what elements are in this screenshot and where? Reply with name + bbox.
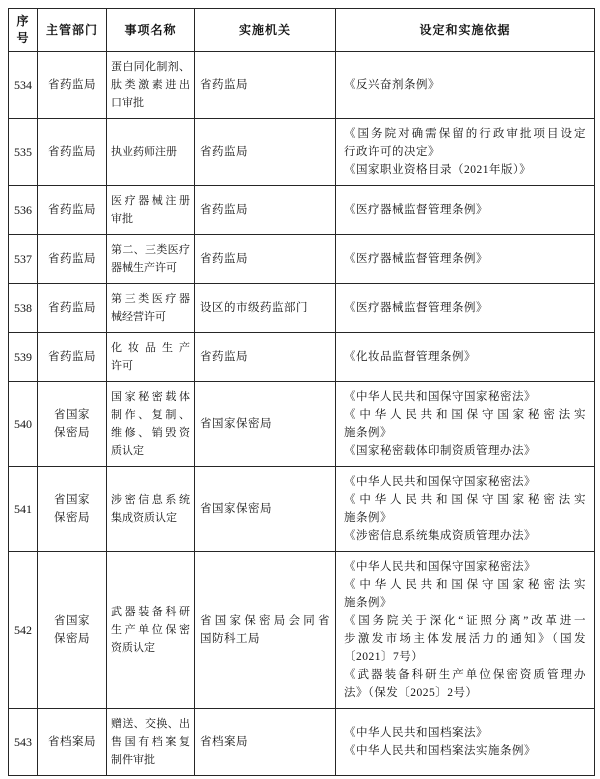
- cell-legal-basis: [336, 709, 595, 776]
- cell-serial-number: 543: [9, 709, 38, 776]
- agency-text-line: 设区的市级药监部门: [200, 302, 308, 314]
- cell-item-name: [107, 235, 195, 284]
- table-row: [9, 709, 595, 776]
- item-name-text-line: 赠送、交换、出: [111, 718, 190, 730]
- col-header-label: 设定和实施依据: [419, 22, 511, 37]
- cell-department: [38, 467, 107, 552]
- item-name-text-line: 质认定: [111, 445, 144, 457]
- department-text-line: 省药监局: [48, 302, 96, 314]
- col-header-label: 号: [16, 31, 30, 45]
- cell-department: [38, 552, 107, 709]
- col-header-agency: [195, 9, 336, 52]
- cell-implementing-agency: [195, 284, 336, 333]
- item-name-text-line: 武器装备科研: [111, 606, 190, 618]
- legal-basis-text-line: 《中华人民共和国保守国家秘密法》: [344, 561, 536, 573]
- col-header-label: 序: [16, 14, 30, 28]
- col-header-no: [9, 9, 38, 52]
- cell-legal-basis: [336, 382, 595, 467]
- legal-basis-entry: [344, 442, 586, 460]
- table-row: [9, 467, 595, 552]
- legal-basis-text-line: 〔2021〕7号）: [344, 651, 424, 663]
- col-header-label: 主管部门: [45, 22, 98, 37]
- legal-basis-entry: [344, 201, 586, 219]
- item-name-text-line: 第二、三类医疗: [111, 244, 190, 256]
- cell-implementing-agency: [195, 119, 336, 186]
- item-name-text-line: 售国有档案复: [111, 736, 190, 748]
- agency-text-line: 省档案局: [200, 736, 248, 748]
- table-row: [9, 382, 595, 467]
- legal-basis-entry: [344, 724, 586, 742]
- cell-legal-basis: [336, 52, 595, 119]
- cell-legal-basis: [336, 186, 595, 235]
- legal-basis-text-line: 行政许可的决定》: [344, 146, 440, 158]
- cell-item-name: [107, 333, 195, 382]
- department-text-line: 省国家: [54, 615, 90, 627]
- legal-basis-text-line: 《中华人民共和国保守国家秘密法》: [344, 391, 536, 403]
- item-name-text-line: 制作、复制、: [111, 409, 190, 421]
- cell-department: [38, 382, 107, 467]
- cell-serial-number: 540: [9, 382, 38, 467]
- approval-items-table: [8, 8, 595, 776]
- legal-basis-entry: [344, 558, 586, 576]
- cell-serial-number: 537: [9, 235, 38, 284]
- item-name-text-line: 国家秘密载体: [111, 391, 190, 403]
- cell-department: [38, 235, 107, 284]
- item-name-text-line: 医疗器械注册: [111, 195, 190, 207]
- cell-serial-number: 535: [9, 119, 38, 186]
- legal-basis-entry: [344, 388, 586, 406]
- department-text-line: 保密局: [54, 512, 90, 524]
- department-text-line: 省药监局: [48, 351, 96, 363]
- table-row: [9, 333, 595, 382]
- cell-item-name: [107, 284, 195, 333]
- legal-basis-text-line: 《反兴奋剂条例》: [344, 79, 440, 91]
- cell-department: [38, 52, 107, 119]
- cell-item-name: [107, 52, 195, 119]
- legal-basis-entry: [344, 473, 586, 491]
- cell-item-name: [107, 552, 195, 709]
- item-name-text-line: 许可: [111, 360, 133, 372]
- agency-text-line: 省国家保密局: [200, 418, 272, 430]
- item-name-text-line: 集成资质认定: [111, 512, 177, 524]
- table-row: [9, 52, 595, 119]
- agency-text-line: 省药监局: [200, 204, 248, 216]
- col-header-item: [107, 9, 195, 52]
- agency-text-line: 省国家保密局: [200, 503, 272, 515]
- legal-basis-text-line: 法》（保发〔2025〕2号）: [344, 687, 478, 699]
- item-name-text-line: 制件审批: [111, 754, 155, 766]
- legal-basis-text-line: 《中华人民共和国保守国家秘密法》: [344, 476, 536, 488]
- cell-implementing-agency: [195, 552, 336, 709]
- cell-item-name: [107, 119, 195, 186]
- legal-basis-text-line: 《中华人民共和国档案法实施条例》: [344, 745, 536, 757]
- cell-implementing-agency: [195, 333, 336, 382]
- table-header-row: [9, 9, 595, 52]
- legal-basis-entry: [344, 612, 586, 666]
- department-text-line: 省药监局: [48, 253, 96, 265]
- cell-implementing-agency: [195, 235, 336, 284]
- item-name-text-line: 审批: [111, 213, 133, 225]
- agency-text-line: 国防科工局: [200, 633, 260, 645]
- legal-basis-entry: [344, 576, 586, 612]
- department-text-line: 省国家: [54, 494, 90, 506]
- legal-basis-text-line: 《涉密信息系统集成资质管理办法》: [344, 530, 536, 542]
- col-header-basis: [336, 9, 595, 52]
- department-text-line: 省药监局: [48, 146, 96, 158]
- cell-legal-basis: [336, 333, 595, 382]
- legal-basis-text-line: 《国家秘密载体印制资质管理办法》: [344, 445, 536, 457]
- cell-serial-number: 538: [9, 284, 38, 333]
- item-name-text-line: 生产单位保密: [111, 624, 190, 636]
- legal-basis-text-line: 步激发市场主体发展活力的通知》（国发: [344, 633, 586, 645]
- legal-basis-text-line: 《化妆品监督管理条例》: [344, 351, 476, 363]
- cell-serial-number: 539: [9, 333, 38, 382]
- col-header-label: 事项名称: [124, 22, 177, 37]
- legal-basis-entry: [344, 250, 586, 268]
- item-name-text-line: 化妆品生产: [111, 342, 190, 354]
- department-text-line: 省档案局: [48, 736, 96, 748]
- table-row: [9, 284, 595, 333]
- agency-text-line: 省药监局: [200, 351, 248, 363]
- item-name-text-line: 维修、销毁资: [111, 427, 190, 439]
- cell-department: [38, 709, 107, 776]
- item-name-text-line: 口审批: [111, 97, 144, 109]
- cell-department: [38, 333, 107, 382]
- item-name-text-line: 器械生产许可: [111, 262, 177, 274]
- cell-serial-number: 536: [9, 186, 38, 235]
- legal-basis-text-line: 施条例》: [344, 597, 392, 609]
- table-row: [9, 119, 595, 186]
- cell-serial-number: 542: [9, 552, 38, 709]
- item-name-text-line: 蛋白同化制剂、: [111, 61, 190, 73]
- legal-basis-text-line: 《医疗器械监督管理条例》: [344, 253, 488, 265]
- agency-text-line: 省药监局: [200, 253, 248, 265]
- department-text-line: 保密局: [54, 633, 90, 645]
- item-name-text-line: 第三类医疗器: [111, 293, 190, 305]
- cell-item-name: [107, 467, 195, 552]
- legal-basis-text-line: 《国家职业资格目录（2021年版）》: [344, 164, 532, 176]
- cell-department: [38, 119, 107, 186]
- legal-basis-text-line: 《中华人民共和国保守国家秘密法实: [344, 409, 586, 421]
- col-header-dept: [38, 9, 107, 52]
- agency-text-line: 省药监局: [200, 146, 248, 158]
- item-name-text-line: 肽类激素进出: [111, 79, 190, 91]
- cell-implementing-agency: [195, 709, 336, 776]
- item-name-text-line: 资质认定: [111, 642, 155, 654]
- legal-basis-text-line: 《武器装备科研生产单位保密资质管理办: [344, 669, 586, 681]
- item-name-text-line: 械经营许可: [111, 311, 166, 323]
- cell-legal-basis: [336, 235, 595, 284]
- cell-department: [38, 186, 107, 235]
- cell-legal-basis: [336, 119, 595, 186]
- legal-basis-entry: [344, 406, 586, 442]
- legal-basis-text-line: 《国务院关于深化“证照分离”改革进一: [344, 615, 586, 627]
- cell-item-name: [107, 186, 195, 235]
- legal-basis-text-line: 《中华人民共和国保守国家秘密法实: [344, 494, 586, 506]
- legal-basis-entry: [344, 299, 586, 317]
- legal-basis-entry: [344, 742, 586, 760]
- cell-serial-number: 541: [9, 467, 38, 552]
- cell-legal-basis: [336, 552, 595, 709]
- legal-basis-entry: [344, 491, 586, 527]
- legal-basis-entry: [344, 666, 586, 702]
- legal-basis-text-line: 《国务院对确需保留的行政审批项目设定: [344, 128, 586, 140]
- cell-implementing-agency: [195, 52, 336, 119]
- table-row: [9, 235, 595, 284]
- department-text-line: 省药监局: [48, 79, 96, 91]
- cell-item-name: [107, 709, 195, 776]
- legal-basis-text-line: 施条例》: [344, 427, 392, 439]
- department-text-line: 省药监局: [48, 204, 96, 216]
- legal-basis-text-line: 《医疗器械监督管理条例》: [344, 204, 488, 216]
- legal-basis-entry: [344, 76, 586, 94]
- item-name-text-line: 涉密信息系统: [111, 494, 190, 506]
- cell-department: [38, 284, 107, 333]
- cell-serial-number: 534: [9, 52, 38, 119]
- legal-basis-entry: [344, 348, 586, 366]
- department-text-line: 省国家: [54, 409, 90, 421]
- cell-implementing-agency: [195, 382, 336, 467]
- cell-item-name: [107, 382, 195, 467]
- department-text-line: 保密局: [54, 427, 90, 439]
- legal-basis-entry: [344, 161, 586, 179]
- legal-basis-text-line: 《医疗器械监督管理条例》: [344, 302, 488, 314]
- cell-legal-basis: [336, 284, 595, 333]
- legal-basis-text-line: 《中华人民共和国档案法》: [344, 727, 488, 739]
- agency-text-line: 省药监局: [200, 79, 248, 91]
- legal-basis-entry: [344, 125, 586, 161]
- table-row: [9, 552, 595, 709]
- legal-basis-text-line: 《中华人民共和国保守国家秘密法实: [344, 579, 586, 591]
- col-header-label: 实施机关: [238, 22, 291, 37]
- table-row: [9, 186, 595, 235]
- cell-implementing-agency: [195, 186, 336, 235]
- cell-implementing-agency: [195, 467, 336, 552]
- agency-text-line: 省国家保密局会同省: [200, 615, 330, 627]
- item-name-text-line: 执业药师注册: [111, 146, 177, 158]
- legal-basis-text-line: 施条例》: [344, 512, 392, 524]
- legal-basis-entry: [344, 527, 586, 545]
- cell-legal-basis: [336, 467, 595, 552]
